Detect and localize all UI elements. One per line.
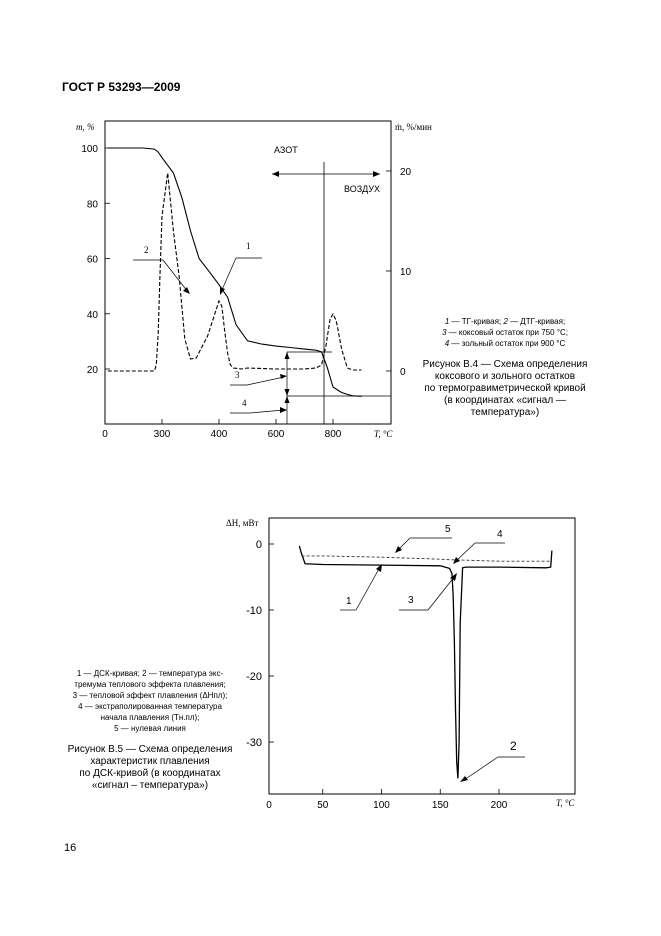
dsc-x-tick-label: 50 — [317, 800, 329, 811]
tg-callout-2-arrow — [163, 260, 188, 292]
figure-b4-legend-line: 3 — коксовый остаток при 750 °С; — [441, 328, 569, 337]
tg-x-tick-label: 0 — [102, 429, 108, 440]
figure-b5-title-line: характеристик плавления — [90, 756, 210, 767]
tg-nitrogen-label: АЗОТ — [274, 145, 298, 155]
tg-y-tick-label: 60 — [86, 254, 98, 266]
tg-callout-4: 4 — [242, 398, 247, 408]
tg-plot-frame — [105, 121, 391, 424]
tg-x-tick-label: 600 — [267, 429, 285, 440]
dsc-callout-1: 1 — [346, 596, 352, 607]
dsc-x-tick-label: 100 — [373, 800, 390, 811]
tg-callout-1: 1 — [246, 241, 251, 251]
tg-callout-2: 2 — [144, 245, 149, 255]
tg-y-tick-label: 20 — [86, 365, 98, 376]
dsc-y-tick-label: 0 — [255, 539, 262, 551]
dsc-callout-2: 2 — [510, 739, 517, 753]
tg-callout-4-arrow — [250, 410, 284, 413]
tg-x-tick-label: 800 — [324, 429, 342, 440]
figure-b4-legend-line: 1 — ТГ-кривая; 2 — ДТГ-кривая; — [444, 317, 566, 326]
figure-b5-legend-line: тремума теплового эффекта плавления; — [74, 680, 226, 689]
figure-b4-title-line: Рисунок В.4 — Схема определения — [422, 359, 588, 370]
document-header: ГОСТ Р 53293—2009 — [62, 80, 181, 94]
tg-curve — [108, 148, 362, 396]
dsc-y-tick-label: -20 — [246, 671, 262, 683]
figure-b4-title-line: коксового и зольного остатков — [434, 371, 576, 382]
tg-y2-tick-label: 10 — [400, 267, 412, 278]
figure-b4-title-line: по термогравиметрической кривой — [424, 383, 586, 394]
dsc-y-tick-label: -30 — [246, 737, 262, 749]
figure-b5-legend-line: 1 — ДСК-кривая; 2 — температура экс- — [76, 669, 224, 678]
tg-y2-tick-label: 20 — [400, 167, 412, 178]
figure-b4-title — [405, 359, 605, 419]
dsc-x-tick-label: 150 — [431, 800, 449, 811]
figure-b5-title-line: «сигнал – температура») — [91, 780, 209, 791]
page-number: 16 — [64, 842, 77, 854]
dsc-y-tick-label: -10 — [246, 605, 262, 617]
dsc-callout-4: 4 — [497, 529, 503, 540]
tg-x-tick-label: 300 — [153, 429, 171, 440]
figure-b5-title — [60, 744, 240, 792]
tg-x-axis-label: T, °C — [374, 429, 393, 439]
dtg-curve — [108, 173, 362, 371]
figure-b5-title-line: Рисунок В.5 — Схема определения — [67, 744, 233, 755]
tg-callout-3: 3 — [235, 370, 240, 380]
tg-y-tick-label: 80 — [86, 199, 98, 211]
dsc-x-tick-label: 0 — [266, 800, 272, 811]
dsc-y-axis-label: ΔH, мВт — [226, 518, 259, 528]
dsc-callout-5: 5 — [445, 524, 451, 535]
dsc-callout-3: 3 — [408, 595, 414, 606]
figure-b4-legend — [405, 316, 605, 349]
dsc-x-tick-label: 200 — [490, 800, 508, 811]
tg-y-tick-label: 40 — [86, 309, 98, 321]
figure-b5-legend-line: 5 — нулевая линия — [114, 724, 186, 733]
tg-y2-axis-label: ṁ, %/мин — [395, 122, 432, 132]
figure-b5-legend-line: 4 — экстраполированная температура — [78, 702, 222, 711]
tg-y-axis-label: m, % — [76, 122, 95, 132]
figure-b4-title-line: (в координатах «сигнал — — [444, 395, 566, 406]
figure-b4-caption — [405, 316, 605, 419]
figure-b5-legend-line: начала плавления (Tн.пл); — [100, 713, 200, 722]
figure-b5-title-line: по ДСК-кривой (в координатах — [79, 768, 221, 779]
figure-b5-legend-line: 3 — тепловой эффект плавления (ΔHпл); — [72, 691, 228, 700]
tg-callout-3-arrow — [247, 377, 284, 385]
tg-callout-1-arrow — [221, 258, 236, 292]
dsc-x-axis-label: T, °C — [556, 798, 575, 808]
tg-y-tick-label: 100 — [81, 144, 98, 155]
tg-x-tick-label: 400 — [210, 429, 228, 440]
tg-y2-tick-label: 0 — [400, 367, 406, 378]
figure-b4-legend-line: 4 — зольный остаток при 900 °С — [444, 339, 566, 348]
tg-air-label: ВОЗДУХ — [344, 184, 381, 194]
figure-b5-legend — [60, 668, 240, 734]
figure-b5-caption — [60, 668, 240, 792]
figure-b4-title-line: температура») — [470, 407, 540, 418]
